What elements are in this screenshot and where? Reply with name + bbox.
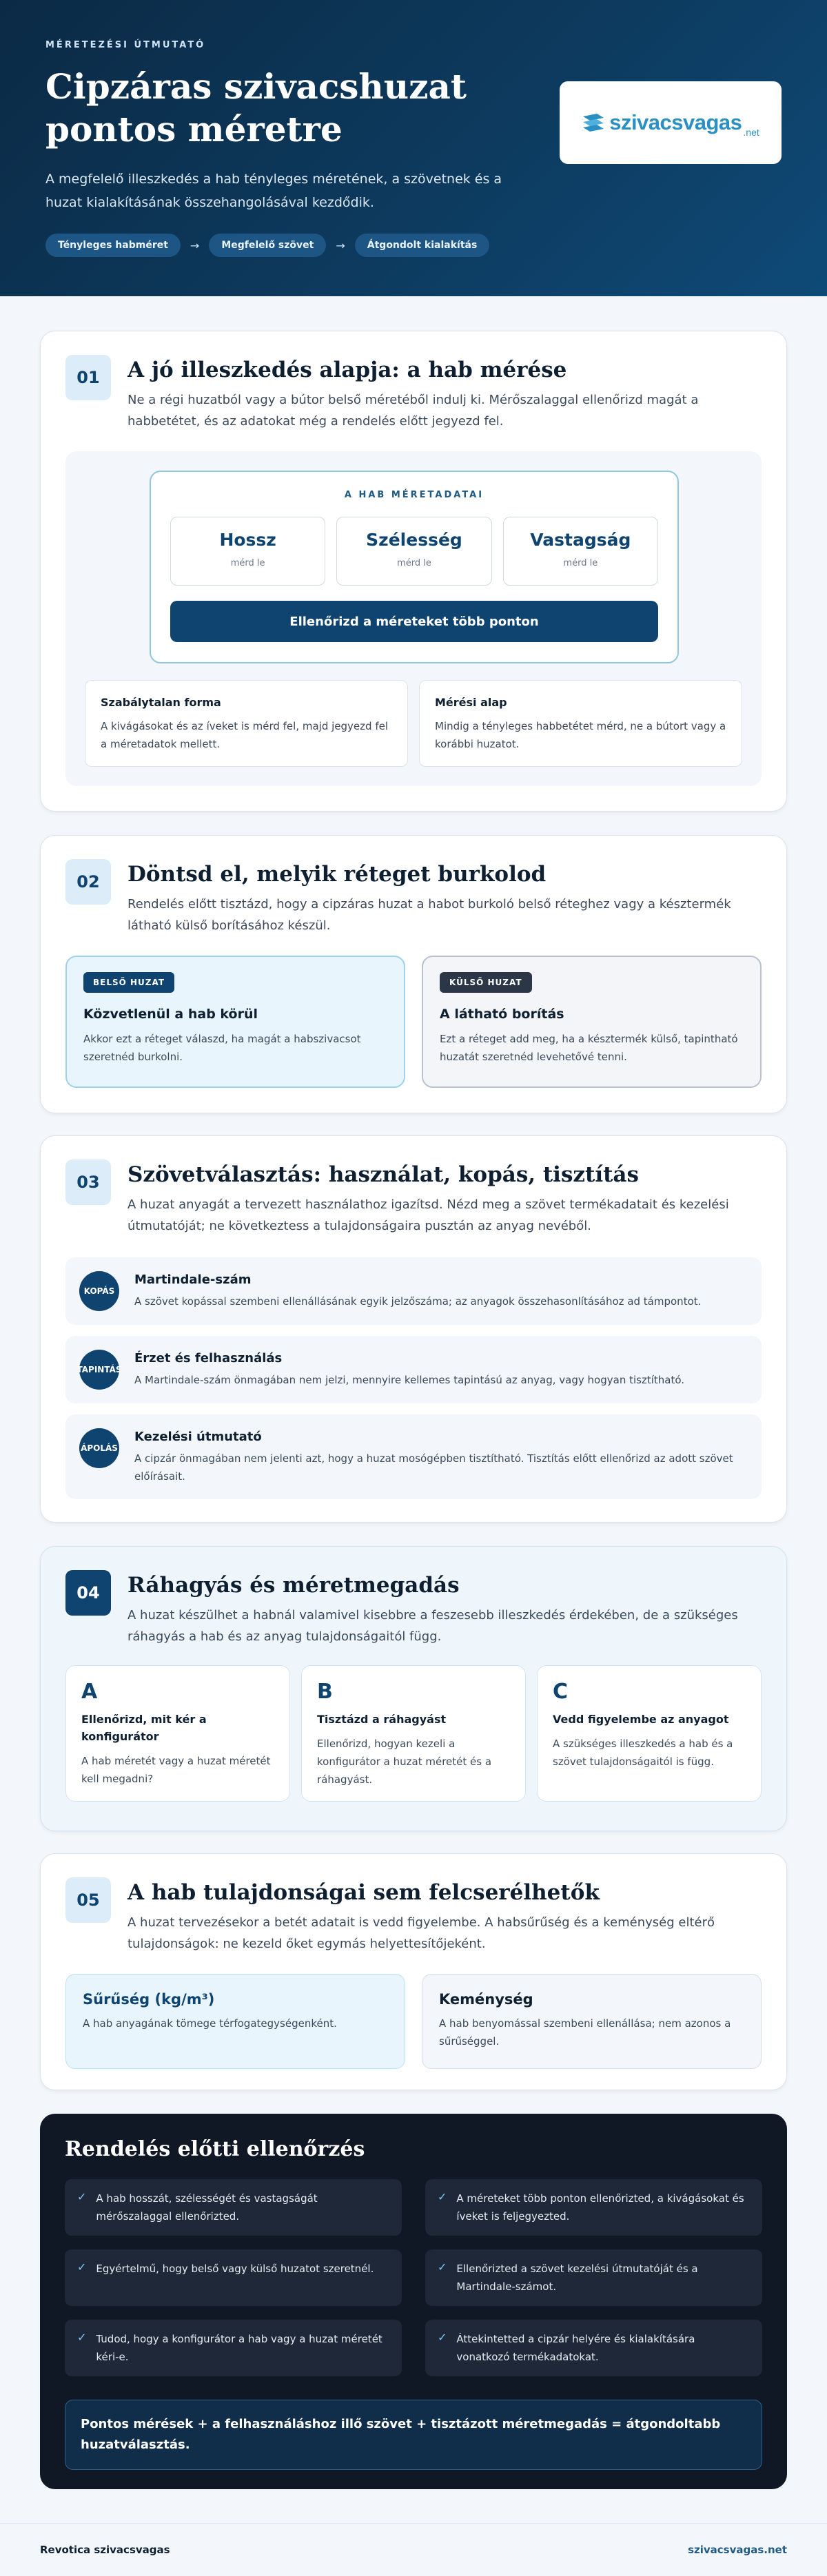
step-title: Ellenőrizd, mit kér a konfigurátor bbox=[81, 1713, 207, 1743]
checklist-item bbox=[425, 2179, 762, 2236]
section-title: Szövetválasztás: használat, kopás, tisztítás bbox=[127, 1162, 639, 1187]
row-title: Martindale-szám bbox=[134, 1272, 252, 1287]
footer-brand: Revotica szivacsvagas bbox=[40, 2544, 170, 2556]
row-title: Kezelési útmutató bbox=[134, 1430, 262, 1444]
footer bbox=[0, 2523, 827, 2576]
chip-fabric: Megfelelő szövet bbox=[209, 234, 326, 257]
section-description: A huzat anyagát a tervezett használathoz igazítsd. Nézd meg a szövet termékadatait és kezelési útmutatóját; ne következtess a tulajdonságaira pusztán az anyag nevéből. bbox=[127, 1197, 729, 1233]
arrow-right-icon: → bbox=[190, 238, 200, 252]
section-description: A huzat tervezésekor a betét adatait is vedd figyelembe. A habsűrűség és a keménység eltérő tulajdonságok: ne kezeld őket egymás helyettesítőjeként. bbox=[127, 1915, 715, 1951]
checkmark-icon: ✓ bbox=[438, 2190, 447, 2203]
fabric-row-feel bbox=[65, 1336, 762, 1403]
dimension-label: Hossz bbox=[219, 530, 276, 550]
checkmark-icon: ✓ bbox=[77, 2260, 87, 2274]
checklist-item-text: Tudod, hogy a konfigurátor a hab vagy a huzat méretét kéri-e. bbox=[96, 2333, 382, 2363]
page-title: Cipzáras szivacshuzat pontos méretre bbox=[45, 66, 467, 150]
section-number: 02 bbox=[65, 859, 111, 905]
section-cover-layer bbox=[40, 835, 787, 1113]
chip-design: Átgondolt kialakítás bbox=[355, 234, 490, 257]
checklist-item bbox=[65, 2249, 402, 2306]
touch-badge: TAPINTÁS bbox=[79, 1350, 119, 1390]
fabric-row-martindale bbox=[65, 1257, 762, 1325]
dimension-hint: mérd le bbox=[230, 558, 265, 568]
step-text: Ellenőrizd, hogyan kezeli a konfigurátor a huzat méretét és a ráhagyást. bbox=[317, 1738, 492, 1786]
footer-site-link[interactable]: szivacsvagas.net bbox=[688, 2544, 787, 2556]
section-title: A hab tulajdonságai sem felcserélhetők bbox=[127, 1880, 600, 1905]
property-text: A hab anyagának tömege térfogategységenként. bbox=[83, 2017, 337, 2030]
step-letter: A bbox=[81, 1680, 98, 1704]
logo-mark-icon bbox=[582, 112, 605, 133]
dimension-hint: mérd le bbox=[563, 558, 598, 568]
section-number: 03 bbox=[65, 1160, 111, 1205]
logo-tld: .net bbox=[743, 127, 759, 138]
note-title: Mérési alap bbox=[435, 696, 507, 709]
checklist-item bbox=[425, 2320, 762, 2376]
arrow-right-icon: → bbox=[336, 238, 345, 252]
hero-banner bbox=[0, 0, 827, 296]
note-text: A kivágásokat és az íveket is mérd fel, majd jegyezd fel a méretadatok mellett. bbox=[101, 720, 388, 750]
step-c-card bbox=[537, 1665, 762, 1802]
row-text: A szövet kopással szembeni ellenállásának egyik jelzőszáma; az anyagok összehasonlításához ad támpontot. bbox=[134, 1295, 702, 1308]
section-measure-foam bbox=[40, 331, 787, 812]
step-b-card bbox=[301, 1665, 526, 1802]
checklist-item bbox=[425, 2249, 762, 2306]
checklist-item-text: Áttekintetted a cipzár helyére és kialakítására vonatkozó termékadatokat. bbox=[456, 2333, 695, 2363]
note-title: Szabálytalan forma bbox=[101, 696, 221, 709]
section-title: Döntsd el, melyik réteget burkolod bbox=[127, 862, 547, 887]
step-letter: B bbox=[317, 1680, 333, 1704]
dimension-length bbox=[170, 517, 325, 586]
hero-eyebrow: MÉRETEZÉSI ÚTMUTATÓ bbox=[45, 40, 206, 50]
step-text: A szükséges illeszkedés a hab és a szövet tulajdonságaitól is függ. bbox=[553, 1738, 733, 1768]
step-a-card bbox=[65, 1665, 290, 1802]
section-number: 01 bbox=[65, 355, 111, 400]
property-title: Keménység bbox=[439, 1991, 533, 2008]
property-density bbox=[65, 1974, 405, 2069]
check-measurements-button[interactable]: Ellenőrizd a méreteket több ponton bbox=[170, 601, 658, 642]
checklist-item bbox=[65, 2320, 402, 2376]
checklist-item bbox=[65, 2179, 402, 2236]
checkmark-icon: ✓ bbox=[77, 2331, 87, 2344]
dimension-label: Vastagság bbox=[530, 530, 631, 550]
note-text: Mindig a tényleges habbetétet mérd, ne a bútort vagy a korábbi huzatot. bbox=[435, 720, 726, 750]
row-text: A cipzár önmagában nem jelenti azt, hogy a huzat mosógépben tisztítható. Tisztítás előtt ellenőrizd az adott szövet előírásait. bbox=[134, 1452, 733, 1483]
dimension-hint: mérd le bbox=[397, 558, 431, 568]
note-measurement-basis bbox=[419, 680, 742, 767]
option-text: Akkor ezt a réteget válaszd, ha magát a habszivacsot szeretnéd burkolni. bbox=[83, 1033, 361, 1063]
option-title: Közvetlenül a hab körül bbox=[83, 1007, 258, 1022]
dimension-label: Szélesség bbox=[366, 530, 462, 550]
row-title: Érzet és felhasználás bbox=[134, 1351, 283, 1366]
checkmark-icon: ✓ bbox=[77, 2190, 87, 2203]
section-allowance bbox=[40, 1546, 787, 1831]
outer-cover-tag: KÜLSŐ HUZAT bbox=[440, 972, 532, 993]
pre-order-checklist bbox=[40, 2114, 787, 2489]
checkmark-icon: ✓ bbox=[438, 2331, 447, 2344]
section-fabric-choice bbox=[40, 1135, 787, 1523]
hero-lead: A megfelelő illeszkedés a hab tényleges méretének, a szövetnek és a huzat kialakításának összehangolásával kezdődik. bbox=[45, 172, 502, 210]
step-letter: C bbox=[553, 1680, 569, 1704]
option-text: Ezt a réteget add meg, ha a késztermék külső, tapintható huzatát szeretnéd levehetővé tenni. bbox=[440, 1033, 738, 1063]
section-number: 04 bbox=[65, 1570, 111, 1616]
logo-wordmark: szivacsvagas bbox=[609, 110, 742, 134]
checklist-title: Rendelés előtti ellenőrzés bbox=[65, 2137, 365, 2161]
checkmark-icon: ✓ bbox=[438, 2260, 447, 2274]
section-title: A jó illeszkedés alapja: a hab mérése bbox=[127, 358, 567, 382]
measurement-panel bbox=[65, 451, 762, 786]
step-title: Vedd figyelembe az anyagot bbox=[553, 1713, 729, 1726]
section-description: Ne a régi huzatból vagy a bútor belső méretéből indulj ki. Mérőszalaggal ellenőrizd magát a habbetétet, és az adatokat még a rendelés előtt jegyezd fel. bbox=[127, 393, 699, 429]
property-hardness bbox=[422, 1974, 762, 2069]
property-title: Sűrűség (kg/m³) bbox=[83, 1991, 215, 2008]
section-description: A huzat készülhet a habnál valamivel kisebbre a feszesebb illeszkedés érdekében, de a szükséges ráhagyás a hab és az anyag tulajdonságaitól függ. bbox=[127, 1608, 738, 1644]
checklist-item-text: A hab hosszát, szélességét és vastagságát mérőszalaggal ellenőrizted. bbox=[96, 2192, 318, 2223]
abrasion-badge: KOPÁS bbox=[79, 1271, 119, 1311]
checklist-item-text: Egyértelmű, hogy belső vagy külső huzatot szeretnél. bbox=[96, 2263, 374, 2275]
hero-chips bbox=[45, 234, 782, 257]
brand-logo[interactable] bbox=[560, 81, 782, 164]
step-text: A hab méretét vagy a huzat méretét kell megadni? bbox=[81, 1755, 271, 1785]
dimension-width bbox=[336, 517, 491, 586]
section-description: Rendelés előtt tisztázd, hogy a cipzáras huzat a habot burkoló belső réteghez vagy a késztermék látható külső borításához készül. bbox=[127, 897, 731, 933]
inner-cover-tag: BELSŐ HUZAT bbox=[83, 972, 174, 993]
outer-cover-option[interactable] bbox=[422, 956, 762, 1088]
summary-formula: Pontos mérések + a felhasználáshoz illő szövet + tisztázott méretmegadás = átgondoltabb huzatválasztás. bbox=[65, 2400, 762, 2470]
dimension-thickness bbox=[503, 517, 658, 586]
foam-dimensions-box bbox=[150, 471, 679, 663]
care-badge: ÁPOLÁS bbox=[79, 1428, 119, 1468]
chip-foam-size: Tényleges habméret bbox=[45, 234, 181, 257]
section-foam-properties bbox=[40, 1853, 787, 2090]
checklist-item-text: A méreteket több ponton ellenőrizted, a kivágásokat és íveket is feljegyezted. bbox=[456, 2192, 744, 2223]
dimensions-title: A HAB MÉRETADATAI bbox=[344, 490, 484, 500]
checklist-item-text: Ellenőrizted a szövet kezelési útmutatóját és a Martindale-számot. bbox=[456, 2263, 698, 2293]
section-title: Ráhagyás és méretmegadás bbox=[127, 1573, 460, 1598]
property-text: A hab benyomással szembeni ellenállása; nem azonos a sűrűséggel. bbox=[439, 2017, 731, 2048]
row-text: A Martindale-szám önmagában nem jelzi, mennyire kellemes tapintású az anyag, vagy hogyan tisztítható. bbox=[134, 1374, 685, 1386]
step-title: Tisztázd a ráhagyást bbox=[317, 1713, 447, 1726]
fabric-row-care bbox=[65, 1414, 762, 1499]
option-title: A látható borítás bbox=[440, 1007, 564, 1022]
note-irregular-shape bbox=[85, 680, 408, 767]
inner-cover-option[interactable] bbox=[65, 956, 405, 1088]
section-number: 05 bbox=[65, 1877, 111, 1923]
